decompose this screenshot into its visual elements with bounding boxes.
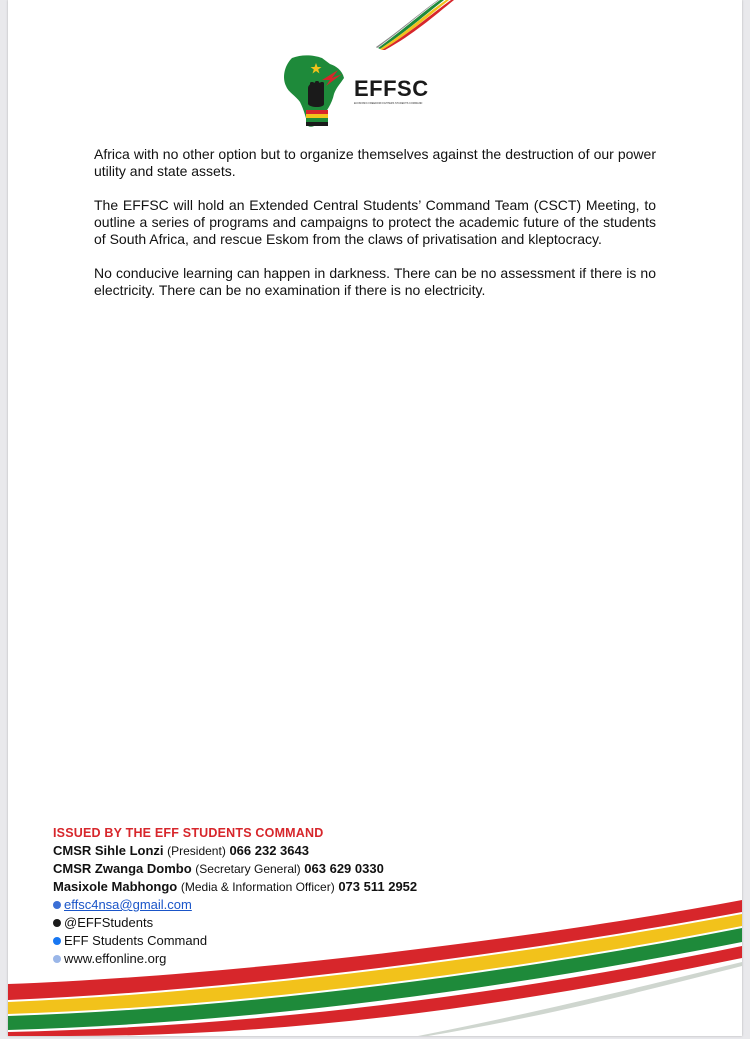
paragraph-1: Africa with no other option but to organize themselves against the destruction of our power utility and state assets. — [94, 146, 656, 179]
footer-contacts — [53, 826, 553, 968]
twitter-icon — [53, 919, 61, 927]
facebook-icon — [53, 937, 61, 945]
website-row — [53, 950, 553, 968]
facebook-row — [53, 932, 553, 950]
contact-role: (Media & Information Officer) — [180, 880, 335, 894]
contact-name: Masixole Mabhongo — [53, 879, 178, 894]
logo-wordmark: EFFSC — [354, 76, 429, 101]
contact-role: (Secretary General) — [195, 862, 301, 876]
issued-by-heading: ISSUED BY THE EFF STUDENTS COMMAND — [53, 826, 324, 840]
email-icon — [53, 901, 61, 909]
contact-secretary-general — [53, 860, 553, 878]
document-page — [8, 0, 742, 1036]
website-url: www.effonline.org — [64, 951, 167, 966]
email-row — [53, 896, 553, 914]
paragraph-2: The EFFSC will hold an Extended Central Students’ Command Team (CSCT) Meeting, to outline a series of programs and campaigns to protect the academic future of the students of South Africa, and rescue Eskom from the claws of privatisation and kleptocracy. — [94, 197, 656, 247]
globe-icon — [53, 955, 61, 963]
document-body — [94, 146, 656, 316]
contact-president — [53, 842, 553, 860]
effsc-logo — [278, 52, 438, 132]
contact-name: CMSR Sihle Lonzi — [53, 843, 164, 858]
africa-map-logo — [278, 52, 354, 132]
contact-name: CMSR Zwanga Dombo — [53, 861, 192, 876]
twitter-handle: @EFFStudents — [64, 915, 154, 930]
contact-phone: 063 629 0330 — [304, 861, 384, 876]
twitter-row — [53, 914, 553, 932]
logo-subtitle: ECONOMIC FREEDOM FIGHTERS STUDENTS COMMAND — [354, 102, 423, 105]
contact-role: (President) — [167, 844, 226, 858]
contact-media-officer — [53, 878, 553, 896]
facebook-page: EFF Students Command — [64, 933, 208, 948]
top-decorative-swoosh — [368, 0, 458, 50]
email-link[interactable]: effsc4nsa@gmail.com — [64, 897, 192, 912]
contact-phone: 073 511 2952 — [338, 879, 418, 894]
contact-phone: 066 232 3643 — [229, 843, 309, 858]
paragraph-3: No conducive learning can happen in darkness. There can be no assessment if there is no electricity. There can be no examination if there is no electricity. — [94, 265, 656, 298]
